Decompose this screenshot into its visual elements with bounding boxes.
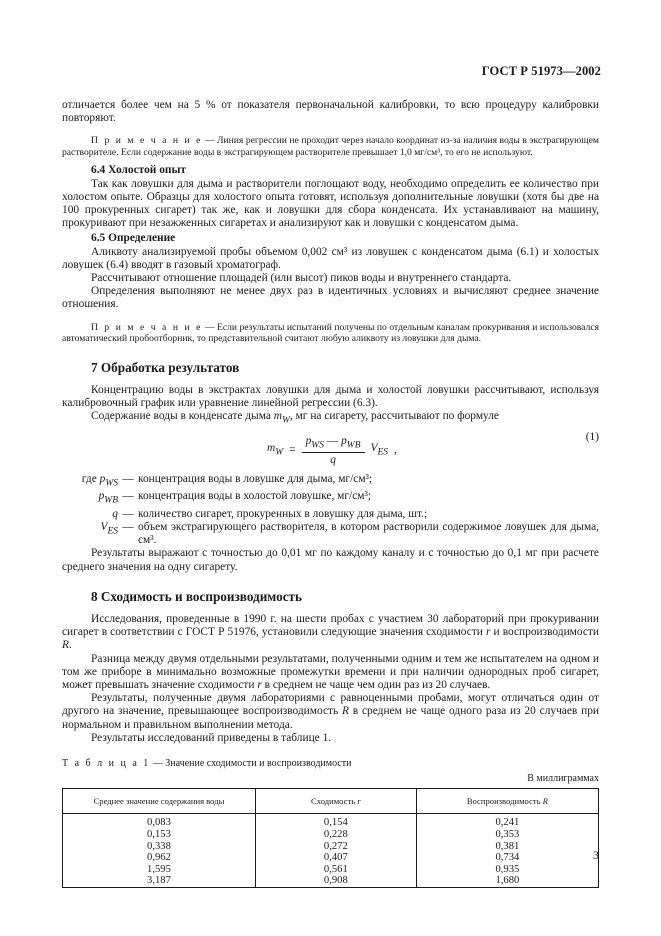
- formula-fraction: $\frac{p_{WS} — p_{WB}}{q}$: [302, 435, 365, 468]
- note-aliquot: [62, 322, 599, 345]
- standard-header: ГОСТ Р 51973—2002: [481, 64, 601, 78]
- definition-row: где $p_{WS}$ — концентрация воды в ловушке для дыма, мг/см³;: [81, 472, 373, 489]
- definition-row: $p_{WB}$ — концентрация воды в холостой ловушке, мг/см³;: [98, 490, 372, 506]
- formula-number: (1): [585, 430, 599, 443]
- section-6-4-paragraph: Так как ловушки для дыма и растворители поглощают воду, необходимо определить ее количество при холостом опыте. Образцы для холостого опыта готовят, используя дополнительные ловушки (хотя бы две на 100 прокуренных сигарет) так же, как и ловушки для сбора конденсата. Их устанавливают на машину, прокуривают при незажженных сигаретах и анализируют как и ловушки с конденсатом дыма.: [62, 177, 599, 230]
- table-row: 3,187 0,908 1,680: [63, 875, 599, 887]
- table-row: 0,153 0,228 0,353: [63, 829, 599, 841]
- results-table: [62, 788, 599, 888]
- section-6-5-paragraph-2: Рассчитывают отношение площадей (или высот) пиков воды и внутреннего стандарта.: [91, 272, 512, 285]
- section-6-5-paragraph-3: Определения выполняют не менее двух раз в идентичных условиях и вычисляют среднее значение отношения.: [62, 285, 599, 311]
- section-8-paragraph-2: Разница между двумя отдельными результатами, полученными одним и тем же испытателем на одном и том же приборе в минимально возможные промежутки времени и при наличии однородных проб сигарет, может превышать значение сходимости r в среднем не чаще чем один раз из 20 случаев.: [62, 652, 599, 691]
- note-text: — Линия регрессии не проходит через начало координат из-за наличия воды в экстрагирующем растворителе. Если содержание воды в экстрагирующем растворителе превышает 1,0 мг/см³, то его не используют.: [62, 135, 599, 158]
- section-6-4-title: 6.4 Холостой опыт: [91, 164, 186, 177]
- table-row: 0,083 0,154 0,241: [63, 814, 599, 829]
- table-header-cell: Сходимость r: [255, 789, 416, 814]
- section-8-title: 8 Сходимость и воспроизводимость: [91, 588, 303, 604]
- section-7-paragraph-1: Концентрацию воды в экстрактах ловушки для дыма и холостой ловушки рассчитывают, используя калибровочный график или уравнение линейной регрессии (6.3).: [62, 383, 599, 410]
- section-7-title: 7 Обработка результатов: [91, 359, 240, 375]
- table-header-cell: Воспроизводимость R: [416, 789, 598, 814]
- formula-definitions: [62, 473, 599, 548]
- page-content: [62, 99, 599, 888]
- section-8-paragraph-4: Результаты исследований приведены в таблице 1.: [91, 731, 332, 744]
- note-label: П р и м е ч а н и е: [91, 135, 203, 147]
- table-unit: В миллиграммах: [527, 773, 599, 785]
- table-header-row: [63, 789, 599, 814]
- table-row: 0,338 0,272 0,381: [63, 841, 599, 853]
- section-6-5-paragraph-1: Аликвоту анализируемой пробы объемом 0,002 см³ из ловушек с конденсатом дыма (6.1) и холостых ловушек (6.4) вводят в газовый хроматограф.: [62, 245, 599, 271]
- continued-paragraph: отличается более чем на 5 % от показателя первоначальной калибровки, то всю процедуру калибровки повторяют.: [62, 99, 599, 125]
- table-row: 1,595 0,561 0,935: [63, 864, 599, 876]
- section-8-paragraph-3: Результаты, полученные двумя лабораториями с равноценными пробами, могут отличаться один от другого на значение, превышающее воспроизводимость R в среднем не чаще одного раза из 20 случаев при нормальном и правильном выполнении метода.: [62, 692, 599, 731]
- section-6-5-title: 6.5 Определение: [91, 232, 176, 245]
- table-row: 0,962 0,407 0,734: [63, 852, 599, 864]
- note-regression: [62, 135, 599, 158]
- table-header-cell: Среднее значение содержания воды: [63, 789, 256, 814]
- note-text: — Если результаты испытаний получены по отдельным каналам прокуривания и использовался автоматический пробоотборник, то представительной считают любую аликвоту из ловушки для дыма.: [62, 321, 599, 345]
- section-8-paragraph-1: Исследования, проведенные в 1990 г. на шести пробах с участием 30 лабораторий при прокуривании сигарет в соответствии с ГОСТ Р 51976, установили следующие значения сходимости r и воспроизводимости R.: [62, 612, 599, 652]
- section-7-paragraph-3: Результаты выражают с точностью до 0,01 мг по каждому каналу и с точностью до 0,1 мг при расчете среднего значения на одну сигарету.: [62, 547, 599, 573]
- definition-row: $V_{ES}$ — объем экстрагирующего растворителя, в котором растворили содержимое ловушек для дыма, см³.: [100, 520, 599, 547]
- formula-1: [62, 431, 599, 471]
- page-number: 3: [593, 848, 599, 862]
- formula-expression: $m_W$ = $\frac{p_{WS} — p_{WB}}{q}$ $V_{ES}$ ,: [267, 434, 397, 467]
- section-7-paragraph-2: Содержание воды в конденсате дыма $m_W$, мг на сигарету, рассчитывают по формуле: [91, 410, 499, 426]
- table-caption: Т а б л и ц а 1 — Значение сходимости и воспроизводимости: [62, 757, 352, 769]
- note-label: П р и м е ч а н и е: [91, 321, 203, 333]
- definition-row: q — количество сигарет, прокуренных в ловушку для дыма, шт.;: [112, 507, 428, 520]
